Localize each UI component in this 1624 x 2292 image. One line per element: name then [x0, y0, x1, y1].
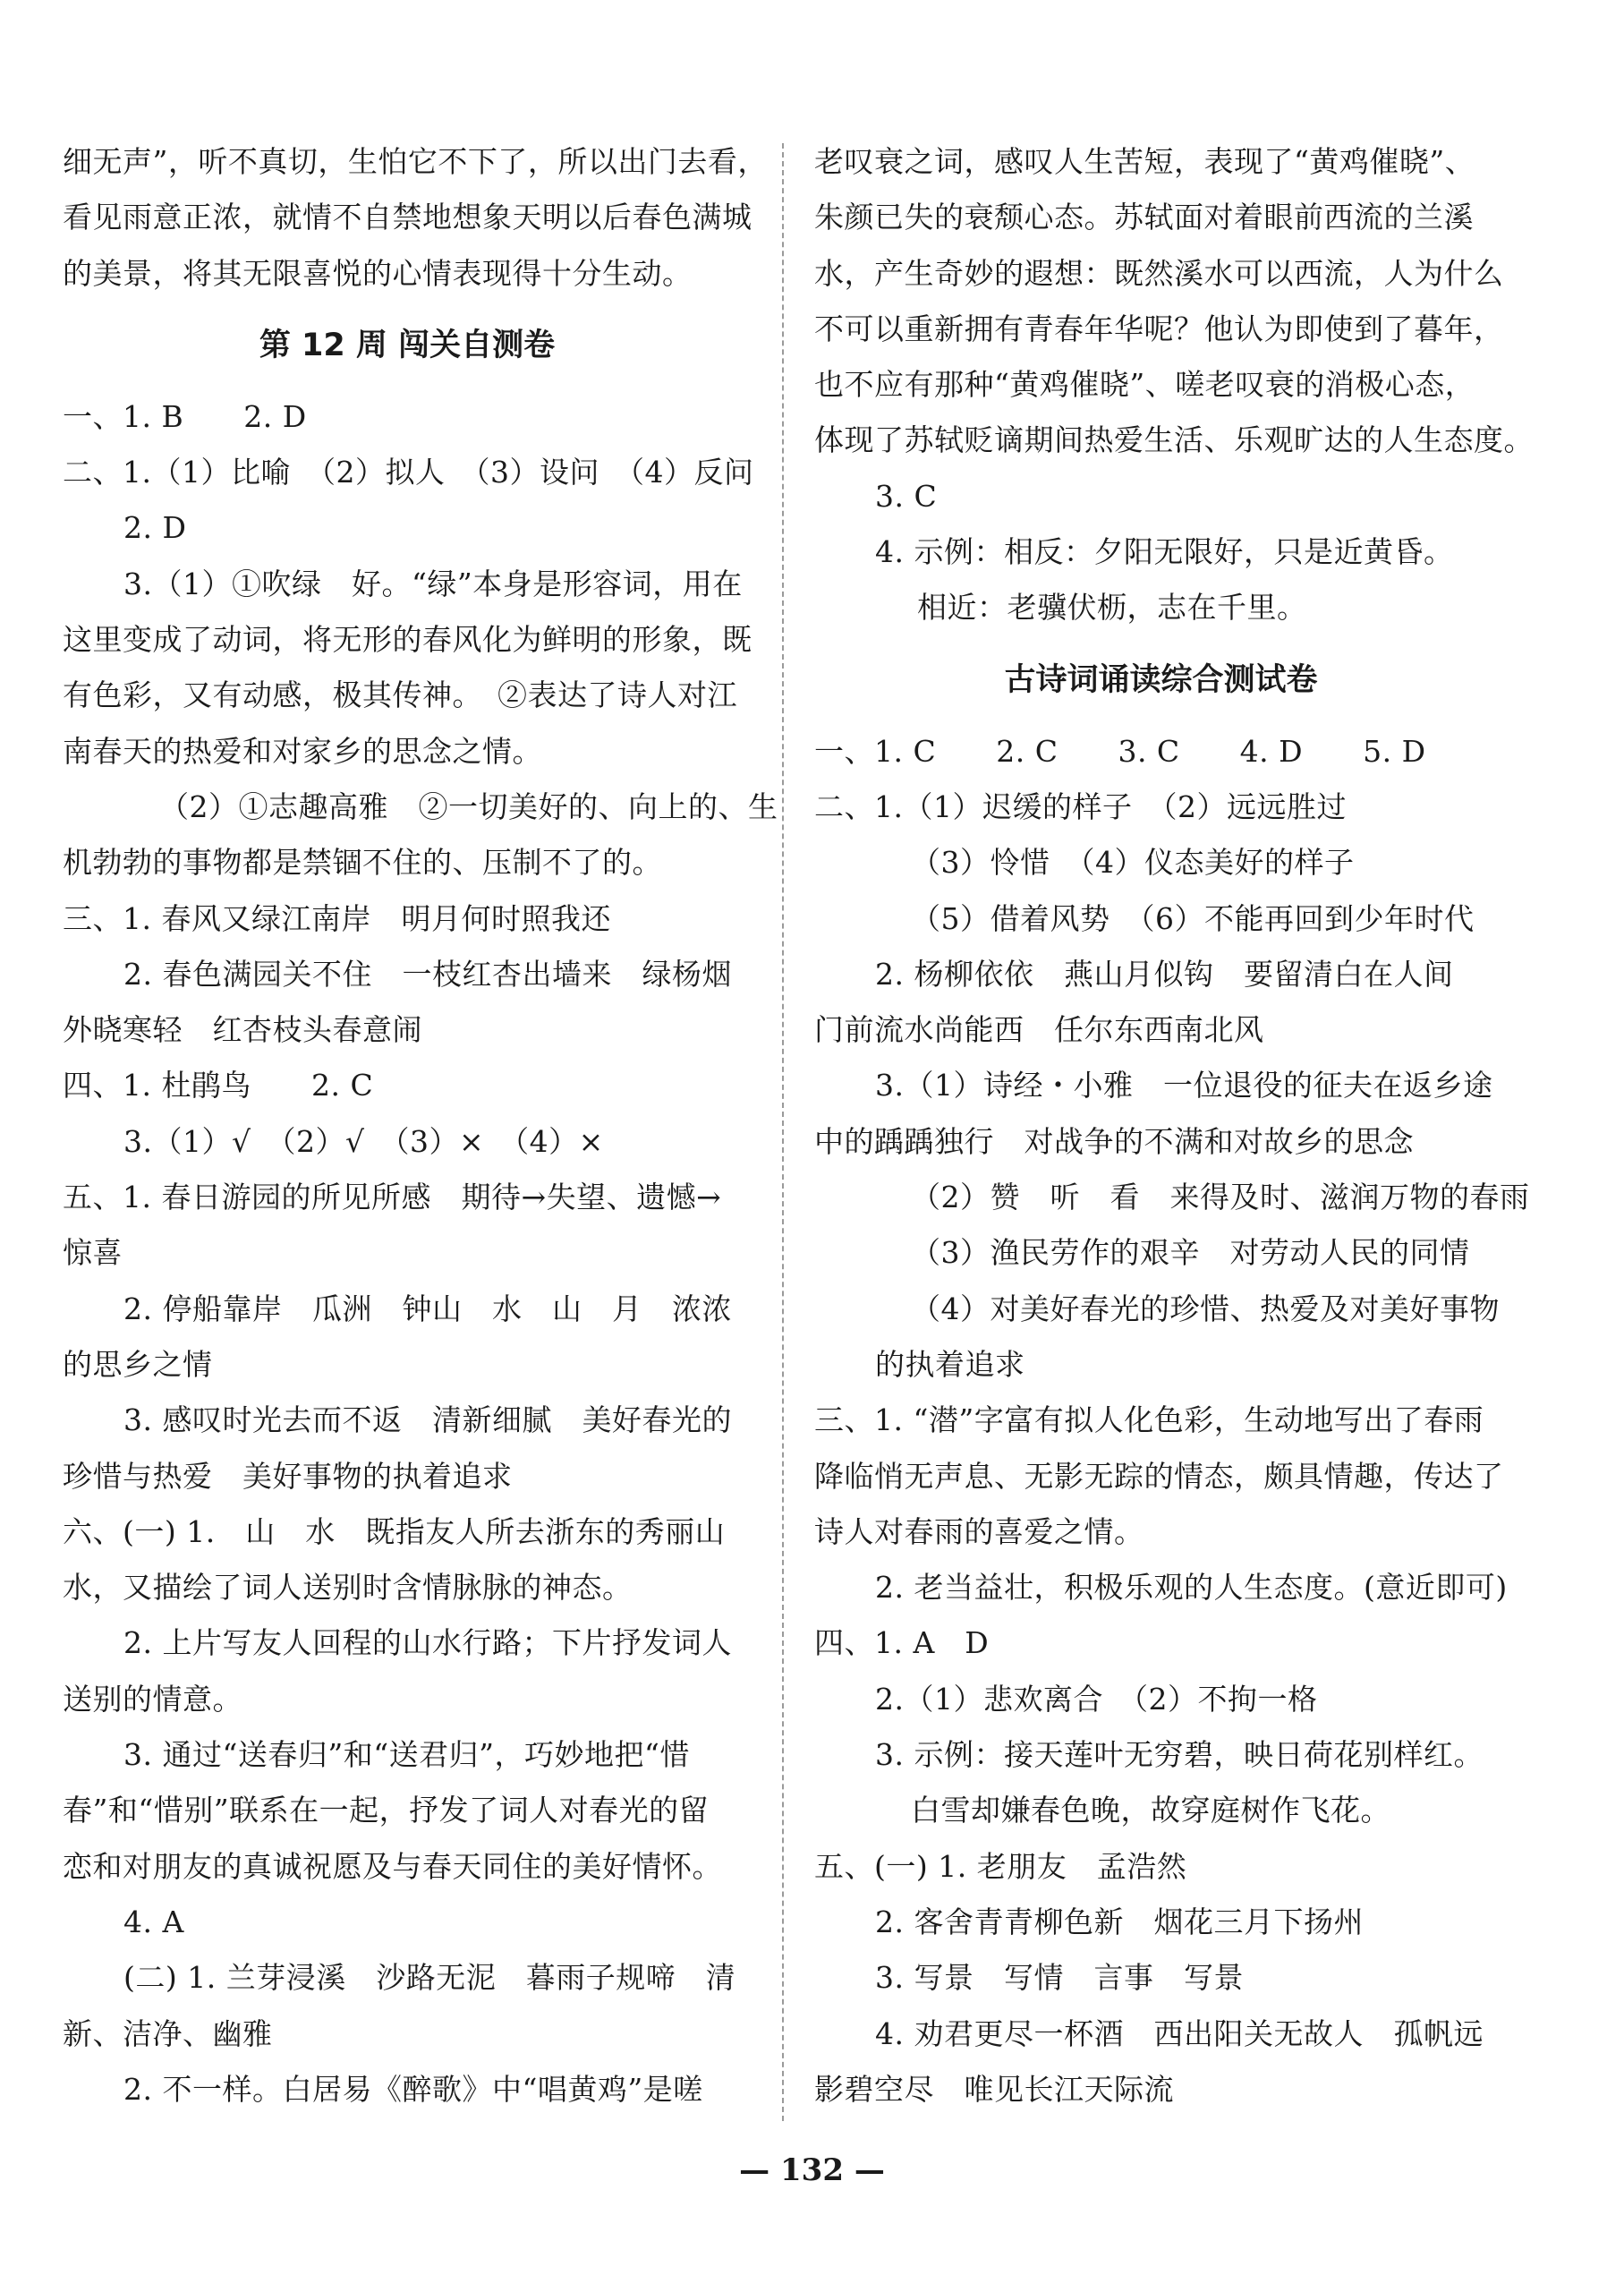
answer-line: 珍惜与热爱 美好事物的执着追求	[63, 1458, 513, 1494]
answer-line: 六、(一) 1. 山 水 既指友人所去浙东的秀丽山	[63, 1513, 726, 1549]
answer-line: 3. 感叹时光去而不返 清新细腻 美好春光的	[123, 1402, 732, 1438]
answer-line: 诗人对春雨的喜爱之情。	[814, 1513, 1144, 1549]
answer-line: （3）怜惜 （4）仪态美好的样子	[911, 845, 1355, 881]
answer-line: 4. A	[123, 1904, 184, 1939]
answer-line: 2. 杨柳依依 燕山月似钩 要留清白在人间	[875, 956, 1454, 992]
text-line: 体现了苏轼贬谪期间热爱生活、乐观旷达的人生态度。	[814, 422, 1534, 458]
text-line: 不可以重新拥有青春年华呢？他认为即使到了暮年，	[814, 311, 1504, 346]
answer-line: 机勃勃的事物都是禁锢不住的、压制不了的。	[63, 845, 662, 881]
answer-line: 有色彩，又有动感，极其传神。 ②表达了诗人对江	[63, 677, 737, 713]
answer-line: 3. C	[875, 478, 938, 514]
answer-line: （4）对美好春光的珍惜、热爱及对美好事物	[911, 1291, 1500, 1326]
text-line: 朱颜已失的衰颓心态。苏轼面对着眼前西流的兰溪	[814, 200, 1474, 235]
right-column	[814, 134, 1534, 2117]
text-line: 也不应有那种“黄鸡催晓”、嗟老叹衰的消极心态，	[814, 367, 1475, 403]
answer-line: 新、洁净、幽雅	[63, 2015, 273, 2051]
answer-line: 一、1. C 2. C 3. C 4. D 5. D	[814, 733, 1426, 769]
answer-line: 4. 劝君更尽一杯酒 西出阳关无故人 孤帆远	[875, 2015, 1484, 2051]
answer-line: （2）赞 听 看 来得及时、滋润万物的春雨	[911, 1180, 1530, 1215]
answer-line: 这里变成了动词，将无形的春风化为鲜明的形象，既	[63, 622, 752, 658]
answer-line: 4. 示例：相反：夕阳无限好，只是近黄昏。	[875, 534, 1454, 570]
text-line: 看见雨意正浓，就情不自禁地想象天明以后春色满城	[63, 200, 752, 235]
section-title-ancient-poetry: 古诗词诵读综合测试卷	[1004, 661, 1318, 698]
answer-line: 2. 春色满园关不住 一枝红杏出墙来 绿杨烟	[123, 956, 732, 992]
answer-line: 影碧空尽 唯见长江天际流	[814, 2071, 1174, 2107]
text-line: 水，产生奇妙的遐想：既然溪水可以西流，人为什么	[814, 255, 1504, 291]
answer-line: 白雪却嫌春色晚，故穿庭树作飞花。	[911, 1793, 1390, 1828]
answer-line: 五、(一) 1. 老朋友 孟浩然	[814, 1848, 1187, 1884]
answer-line: 五、1. 春日游园的所见所感 期待→失望、遗憾→	[63, 1180, 722, 1215]
answer-line: 春”和“惜别”联系在一起，抒发了词人对春光的留	[63, 1793, 710, 1828]
answer-line: 外晓寒轻 红杏枝头春意闹	[63, 1012, 422, 1048]
answer-line: （3）渔民劳作的艰辛 对劳动人民的同情	[911, 1235, 1470, 1271]
answer-line: 相近：老骥伏枥，志在千里。	[917, 590, 1307, 626]
left-column	[63, 134, 778, 2117]
answer-line: 四、1. A D	[814, 1625, 990, 1661]
answer-line: 3. 写景 写情 言事 写景	[875, 1960, 1244, 1996]
answer-line: 一、1. B 2. D	[63, 398, 307, 434]
answer-line: 三、1. 春风又绿江南岸 明月何时照我还	[63, 900, 611, 936]
answer-line: 2. 不一样。白居易《醉歌》中“唱黄鸡”是嗟	[123, 2071, 703, 2107]
answer-line: (二) 1. 兰芽浸溪 沙路无泥 暮雨子规啼 清	[123, 1960, 736, 1996]
answer-line: 的执着追求	[875, 1346, 1025, 1382]
answer-line: 二、1.（1）比喻 （2）拟人 （3）设问 （4）反问	[63, 455, 754, 490]
text-line: 老叹衰之词，感叹人生苦短，表现了“黄鸡催晓”、	[814, 144, 1475, 179]
answer-line: 2. 停船靠岸 瓜洲 钟山 水 山 月 浓浓	[123, 1291, 732, 1326]
answer-line: 3.（1）①吹绿 好。“绿”本身是形容词，用在	[123, 566, 743, 601]
answer-line: 水，又描绘了词人送别时含情脉脉的神态。	[63, 1570, 633, 1606]
answer-line: 3. 示例：接天莲叶无穷碧，映日荷花别样红。	[875, 1737, 1484, 1773]
section-title-week12: 第 12 周 闯关自测卷	[259, 327, 556, 363]
page-number: — 132 —	[739, 2152, 885, 2188]
answer-line: 中的踽踽独行 对战争的不满和对故乡的思念	[814, 1123, 1414, 1159]
answer-line: 门前流水尚能西 任尔东西南北风	[814, 1012, 1264, 1048]
answer-line: （5）借着风势 （6）不能再回到少年时代	[911, 900, 1475, 936]
answer-line: 的思乡之情	[63, 1346, 213, 1382]
answer-line: 3.（1）√ （2）√ （3）× （4）×	[123, 1123, 604, 1159]
answer-line: 三、1. “潜”字富有拟人化色彩，生动地写出了春雨	[814, 1402, 1484, 1438]
column-divider	[782, 143, 784, 2121]
answer-line: （2）①志趣高雅 ②一切美好的、向上的、生	[159, 788, 778, 824]
answer-line: 2. 客舍青青柳色新 烟花三月下扬州	[875, 1904, 1364, 1939]
answer-line: 南春天的热爱和对家乡的思念之情。	[63, 733, 542, 769]
answer-line: 3.（1）诗经・小雅 一位退役的征夫在返乡途	[875, 1068, 1493, 1103]
answer-line: 2. D	[123, 510, 187, 546]
answer-line: 2. 上片写友人回程的山水行路；下片抒发词人	[123, 1625, 732, 1661]
answer-line: 送别的情意。	[63, 1681, 242, 1717]
answer-line: 2.（1）悲欢离合 （2）不拘一格	[875, 1681, 1318, 1717]
answer-line: 降临悄无声息、无影无踪的情态，颇具情趣，传达了	[814, 1458, 1504, 1494]
answer-line: 二、1.（1）迟缓的样子 （2）远远胜过	[814, 788, 1347, 824]
text-line: 的美景，将其无限喜悦的心情表现得十分生动。	[63, 255, 693, 291]
text-line: 细无声”，听不真切，生怕它不下了，所以出门去看，	[63, 144, 768, 179]
answer-line: 3. 通过“送春归”和“送君归”，巧妙地把“惜	[123, 1737, 690, 1773]
answer-line: 四、1. 杜鹃鸟 2. C	[63, 1068, 374, 1103]
answer-line: 恋和对朋友的真诚祝愿及与春天同住的美好情怀。	[63, 1848, 722, 1884]
answer-line: 惊喜	[63, 1235, 123, 1271]
answer-line: 2. 老当益壮，积极乐观的人生态度。(意近即可)	[875, 1570, 1508, 1606]
